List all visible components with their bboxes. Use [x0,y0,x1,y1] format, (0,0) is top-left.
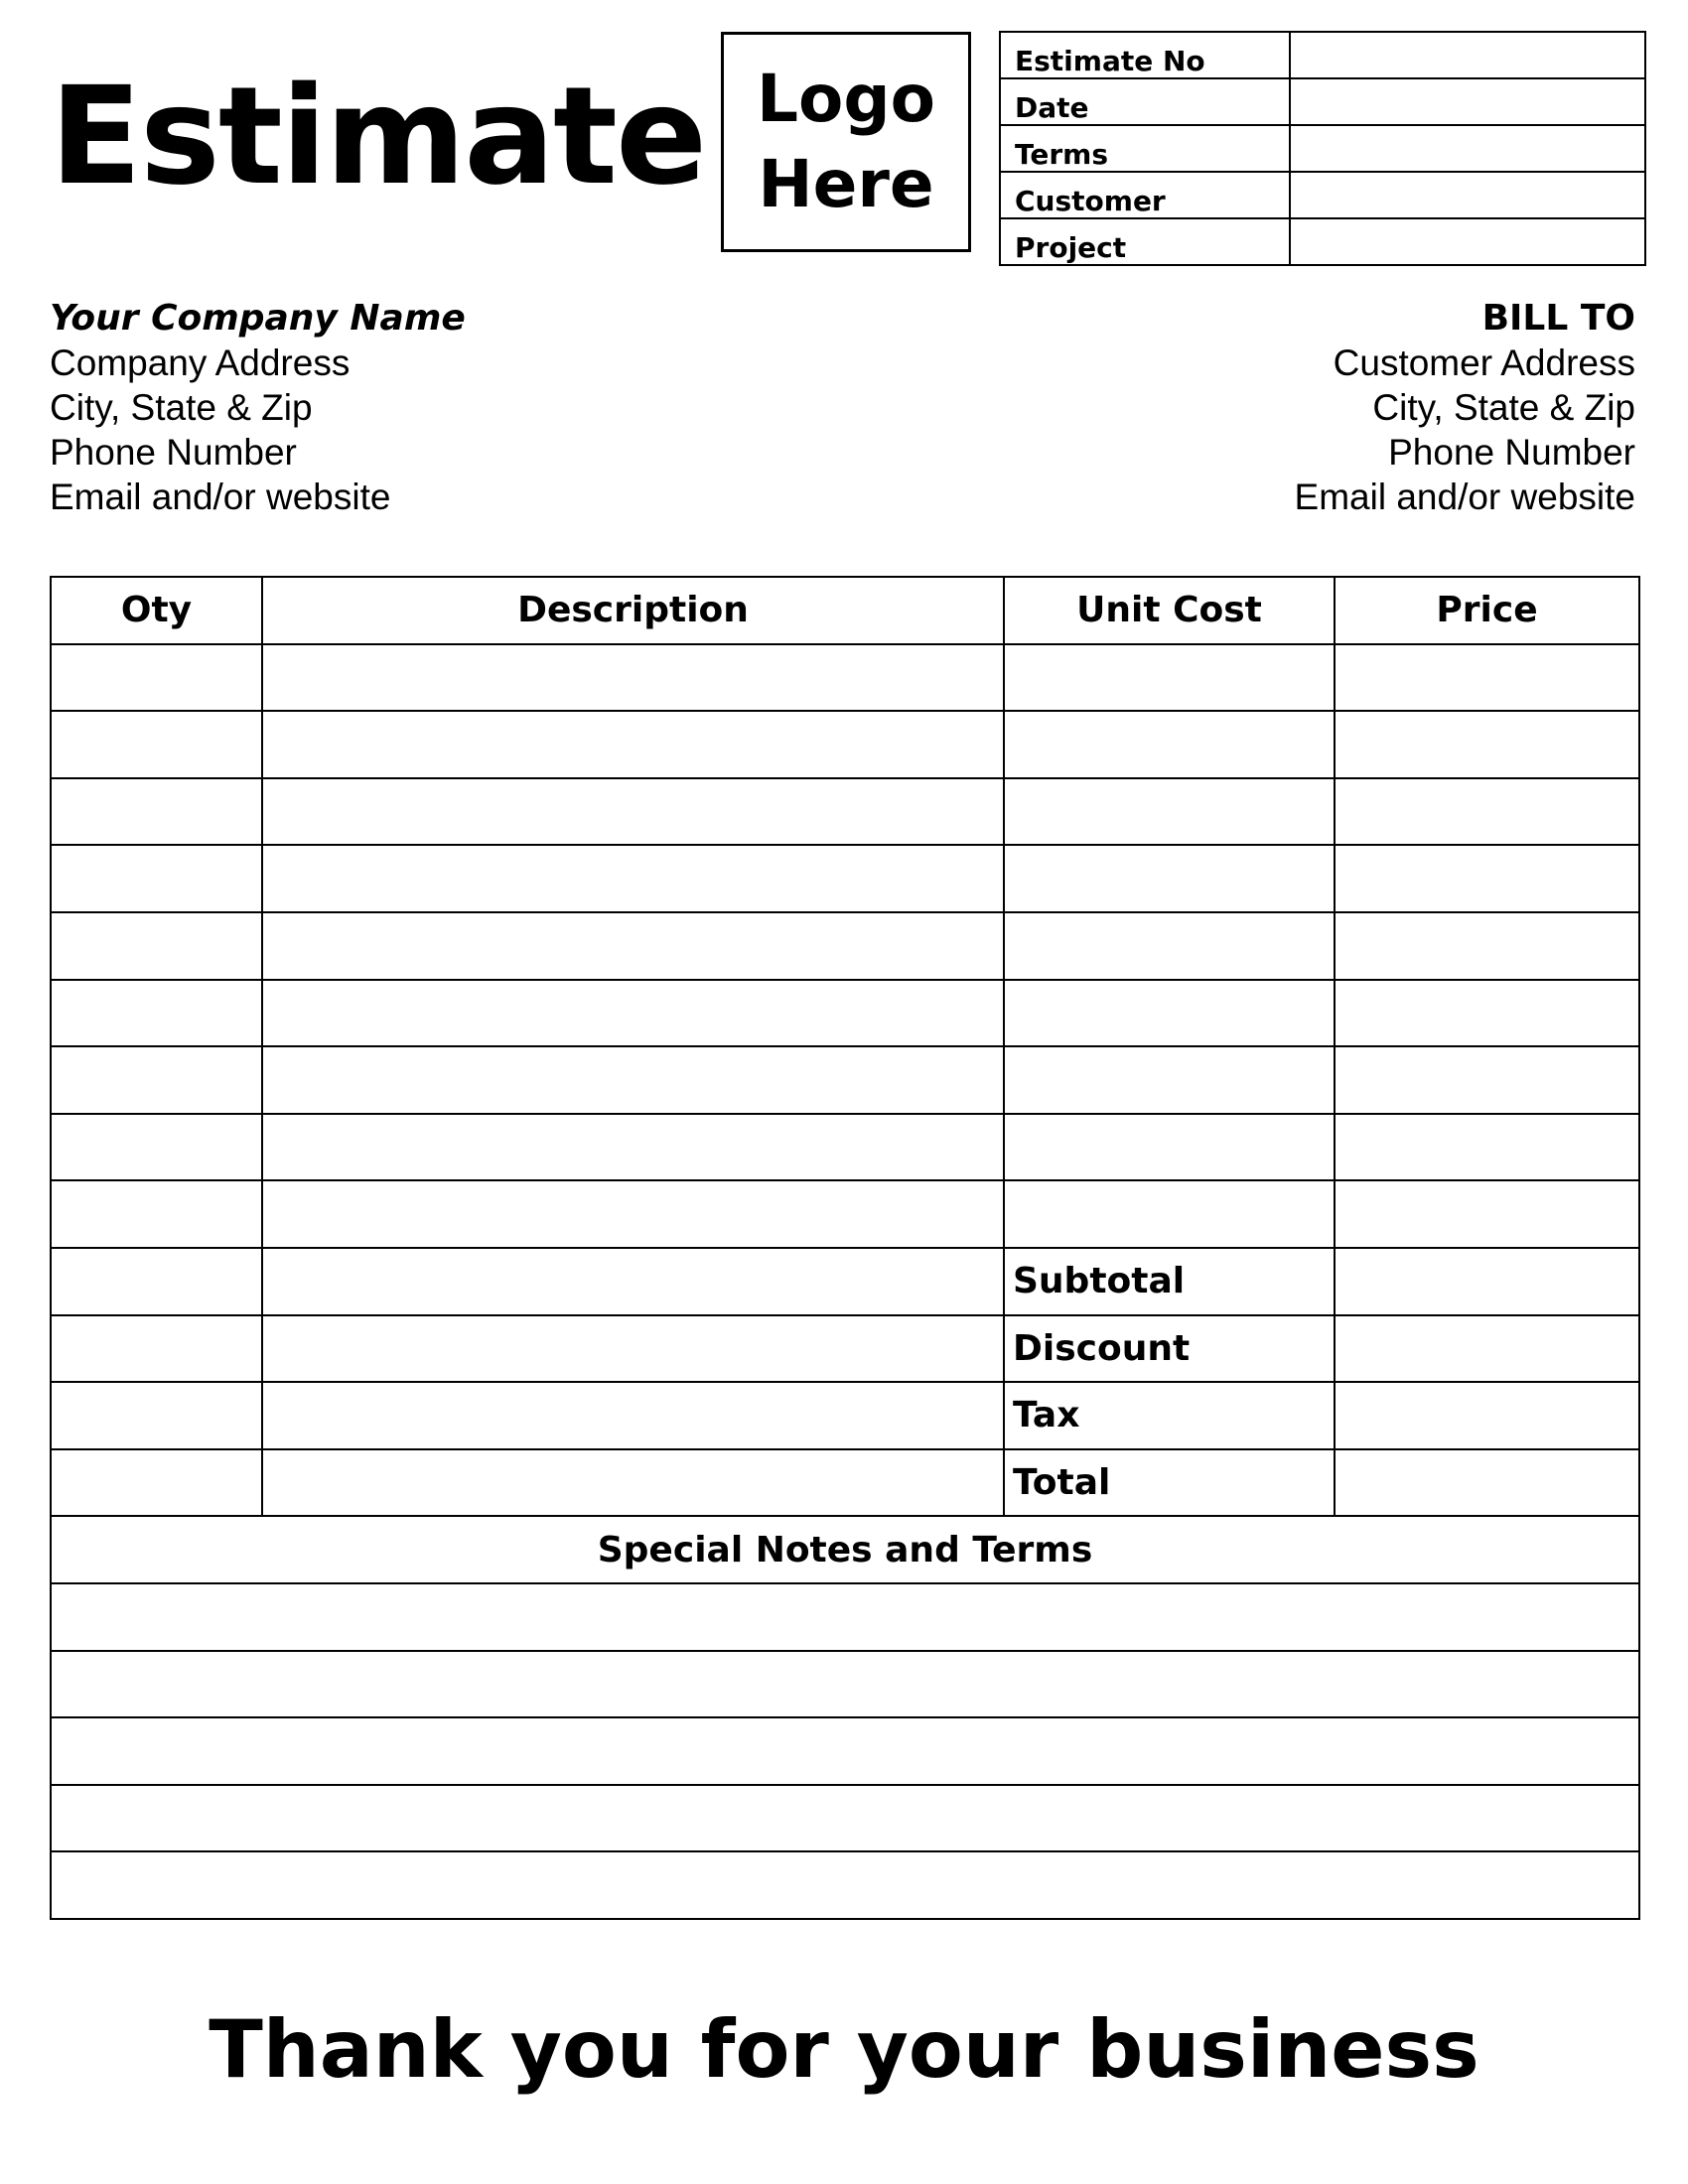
logo-placeholder [721,32,971,252]
notes-line-cell[interactable] [51,1785,1639,1852]
meta-row-customer [1000,172,1645,218]
notes-line [51,1785,1639,1852]
table-row [51,711,1639,778]
notes-header-row [51,1516,1639,1583]
logo-text-line-2: Here [758,146,934,222]
notes-line [51,1851,1639,1919]
price-cell[interactable] [1335,845,1639,912]
tax-value[interactable] [1335,1382,1639,1449]
description-cell[interactable] [262,1046,1004,1114]
description-cell[interactable] [262,1449,1004,1517]
unit-cost-cell[interactable] [1004,980,1335,1047]
customer-address: Customer Address [1333,342,1635,383]
price-cell[interactable] [1335,1046,1639,1114]
description-cell[interactable] [262,1315,1004,1383]
table-row [51,980,1639,1047]
qty-cell[interactable] [51,711,262,778]
discount-row [51,1315,1639,1383]
description-cell[interactable] [262,1382,1004,1449]
table-row [51,1180,1639,1248]
qty-cell[interactable] [51,1382,262,1449]
logo-text-line-1: Logo [757,61,935,138]
subtotal-row [51,1248,1639,1315]
subtotal-value[interactable] [1335,1248,1639,1315]
meta-value-estimate-no[interactable] [1290,32,1645,78]
estimate-meta-table [999,31,1646,266]
company-name: Your Company Name [50,298,466,339]
meta-value-terms[interactable] [1290,125,1645,172]
line-items-table [50,576,1640,1920]
description-cell[interactable] [262,1248,1004,1315]
description-cell[interactable] [262,980,1004,1047]
meta-row-estimate-no [1000,32,1645,78]
table-row [51,1114,1639,1181]
table-row [51,912,1639,980]
description-cell[interactable] [262,644,1004,712]
table-row [51,644,1639,712]
price-cell[interactable] [1335,644,1639,712]
qty-cell[interactable] [51,1315,262,1383]
qty-cell[interactable] [51,1114,262,1181]
description-cell[interactable] [262,1180,1004,1248]
total-row [51,1449,1639,1517]
qty-cell[interactable] [51,1180,262,1248]
notes-line [51,1583,1639,1651]
total-label: Total [1004,1449,1335,1517]
qty-cell[interactable] [51,1046,262,1114]
price-cell[interactable] [1335,778,1639,846]
company-phone: Phone Number [50,432,297,473]
total-value[interactable] [1335,1449,1639,1517]
table-row [51,778,1639,846]
description-cell[interactable] [262,845,1004,912]
notes-line [51,1717,1639,1785]
description-cell[interactable] [262,778,1004,846]
meta-label-estimate-no: Estimate No [1000,32,1290,78]
price-cell[interactable] [1335,711,1639,778]
table-row [51,1046,1639,1114]
unit-cost-cell[interactable] [1004,1046,1335,1114]
unit-cost-cell[interactable] [1004,1114,1335,1181]
meta-label-customer: Customer [1000,172,1290,218]
qty-header: Oty [51,577,262,644]
meta-label-date: Date [1000,78,1290,125]
unit-cost-header: Unit Cost [1004,577,1335,644]
description-cell[interactable] [262,1114,1004,1181]
price-cell[interactable] [1335,980,1639,1047]
meta-label-terms: Terms [1000,125,1290,172]
unit-cost-cell[interactable] [1004,845,1335,912]
subtotal-label: Subtotal [1004,1248,1335,1315]
meta-value-customer[interactable] [1290,172,1645,218]
description-cell[interactable] [262,912,1004,980]
table-row [51,845,1639,912]
notes-line-cell[interactable] [51,1717,1639,1785]
thank-you-message: Thank you for your business [209,2003,1479,2096]
price-cell[interactable] [1335,1114,1639,1181]
qty-cell[interactable] [51,912,262,980]
company-address: Company Address [50,342,351,383]
qty-cell[interactable] [51,778,262,846]
bill-to-heading: BILL TO [1481,298,1635,339]
notes-line [51,1651,1639,1718]
qty-cell[interactable] [51,980,262,1047]
qty-cell[interactable] [51,845,262,912]
company-info [50,296,466,519]
notes-line-cell[interactable] [51,1651,1639,1718]
tax-row [51,1382,1639,1449]
customer-phone: Phone Number [1388,432,1635,473]
price-header: Price [1335,577,1639,644]
meta-row-project [1000,218,1645,265]
meta-value-project[interactable] [1290,218,1645,265]
description-cell[interactable] [262,711,1004,778]
unit-cost-cell[interactable] [1004,912,1335,980]
unit-cost-cell[interactable] [1004,711,1335,778]
qty-cell[interactable] [51,644,262,712]
meta-value-date[interactable] [1290,78,1645,125]
bill-to-info [1295,296,1635,519]
document-title: Estimate [50,59,706,215]
discount-label: Discount [1004,1315,1335,1383]
notes-line-cell[interactable] [51,1583,1639,1651]
unit-cost-cell[interactable] [1004,778,1335,846]
tax-label: Tax [1004,1382,1335,1449]
unit-cost-cell[interactable] [1004,644,1335,712]
customer-email: Email and/or website [1294,477,1635,517]
qty-cell[interactable] [51,1248,262,1315]
company-email: Email and/or website [50,477,391,517]
meta-row-terms [1000,125,1645,172]
table-header-row [51,577,1639,644]
notes-line-cell[interactable] [51,1851,1639,1919]
customer-city: City, State & Zip [1372,387,1635,428]
meta-label-project: Project [1000,218,1290,265]
notes-heading: Special Notes and Terms [51,1516,1639,1583]
meta-row-date [1000,78,1645,125]
discount-value[interactable] [1335,1315,1639,1383]
company-city: City, State & Zip [50,387,313,428]
qty-cell[interactable] [51,1449,262,1517]
unit-cost-cell[interactable] [1004,1180,1335,1248]
price-cell[interactable] [1335,1180,1639,1248]
description-header: Description [262,577,1004,644]
price-cell[interactable] [1335,912,1639,980]
